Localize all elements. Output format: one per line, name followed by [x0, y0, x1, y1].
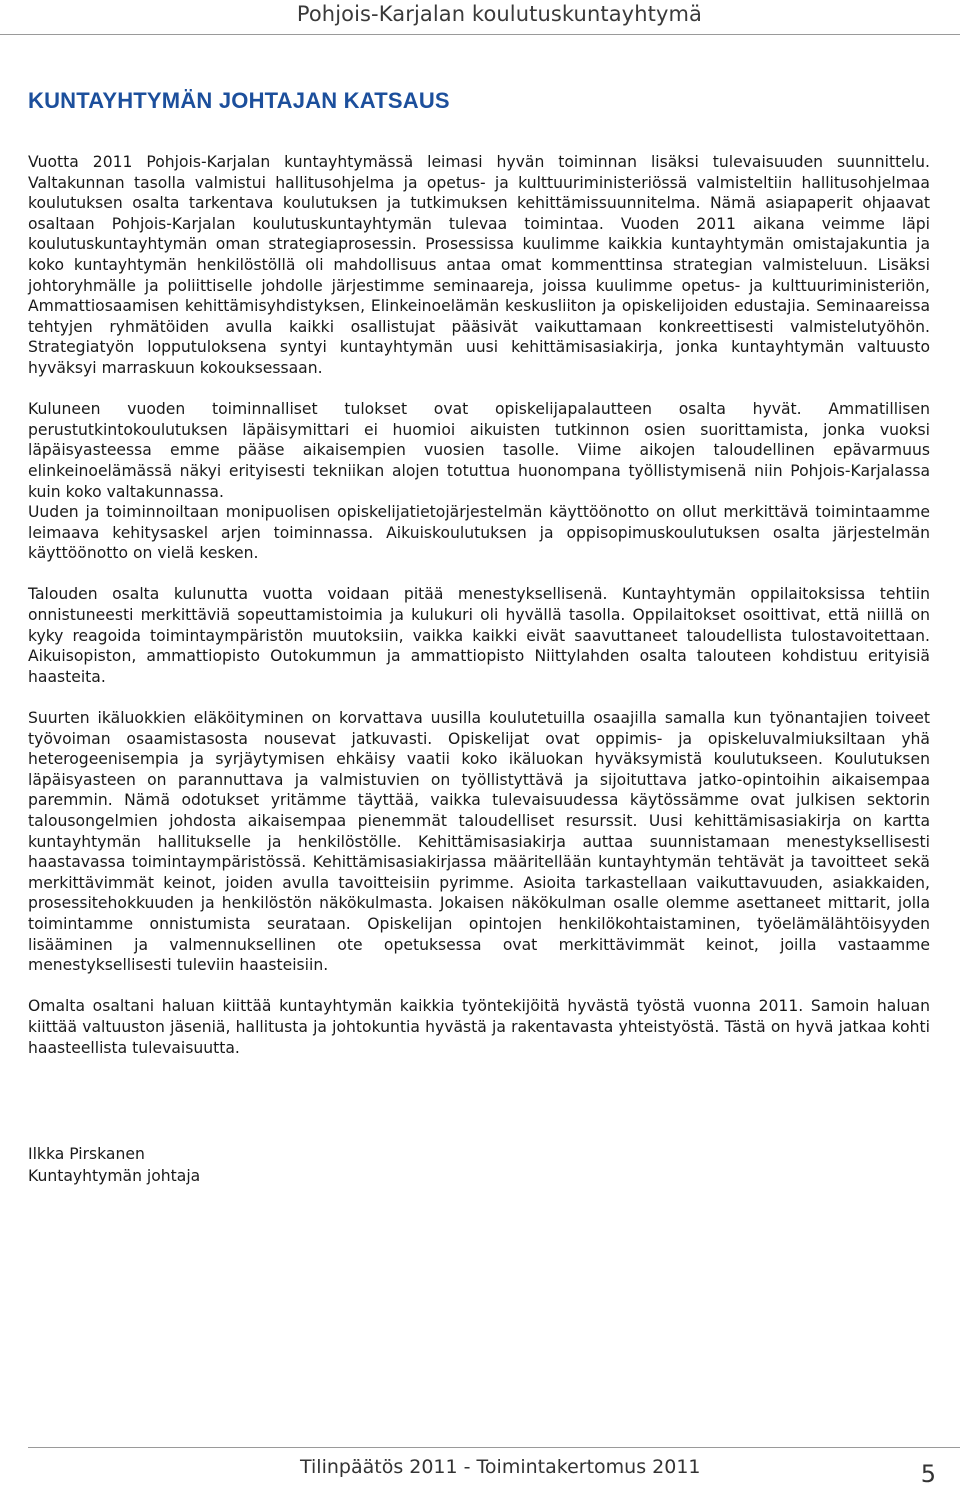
signature-role: Kuntayhtymän johtaja: [28, 1167, 201, 1185]
paragraph-4: Talouden osalta kulunutta vuotta voidaan pitää menestyksellisenä. Kuntayhtymän oppilaitoksissa tehtiin onnistuneesti merkittäviä sopeuttamistoimia ja kulukuri oli hyvällä tasolla. Oppilaitokset osoittivat, että niillä on kyky reagoida toimintaympäristön muutoksiin, vaikka kaikki eivät saavuttaneet taloudellista tulostavoitettaan. Aikuisopiston, ammattiopisto Outokummun ja ammattiopisto Niittylahden osalta talouteen kohdistuu erityisiä haasteita.: [28, 585, 930, 686]
page-title: KUNTAYHTYMÄN JOHTAJAN KATSAUS: [28, 88, 450, 113]
paragraph-3: Uuden ja toiminnoiltaan monipuolisen opiskelijatietojärjestelmän käyttöönotto on ollut merkittävä toimintaamme leimaava kehitysaskel arjen toiminnassa. Aikuiskoulutuksen ja oppisopimuskoulutuksen osalta järjestelmän käyttöönotto on vielä kesken.: [28, 503, 930, 563]
header-divider: [0, 34, 960, 35]
page-header: [0, 0, 960, 34]
signature-block: [28, 1143, 200, 1187]
page-number: 5: [920, 1460, 936, 1488]
footer-title: Tilinpäätös 2011 - Toimintakertomus 2011: [300, 1456, 701, 1478]
paragraph-6: Omalta osaltani haluan kiittää kuntayhtymän kaikkia työntekijöitä hyvästä työstä vuonna 2011. Samoin haluan kiittää valtuuston jäseniä, hallitusta ja johtokuntia hyvästä ja rakentavasta yhteistyöstä. Tästä on hyvä jatkaa kohti haasteellista tulevaisuutta.: [28, 997, 930, 1057]
paragraph-5: Suurten ikäluokkien eläköityminen on korvattava uusilla koulutetuilla osaajilla samalla kun työnantajien toiveet työvoiman osaamistasosta nousevat jatkuvasti. Opiskelijat ovat oppimis- ja opiskeluvalmiuksiltaan yhä heterogeenisempia ja syrjäytymisen ehkäisy vaatii koko ikäluokan hyväksymistä koulutukseen. Koulutuksen läpäisyasteen on parannuttava ja valmistuvien on työllistyttävä ja sijoituttava jatko-opintoihin aikaisempaa paremmin. Nämä odotukset yritämme täyttää, vaikka tulevaisuudessa käytössämme ovat julkisen sektorin talousongelmien johdosta aikaisempaa pienemmät taloudelliset resurssit. Uusi kehittämisasiakirja on kartta kuntayhtymän hallitukselle ja henkilöstölle. Kehittämisasiakirja auttaa suunnistamaan menestyksellisesti haastavassa toimintaympäristössä. Kehittämisasiakirjassa määritellään kuntayhtymän tehtävät ja tavoitteet sekä merkittävimmät keinot, joiden avulla tavoitteisiin pyrimme. Asioita tarkastellaan vaikuttavuuden, asiakkaiden, prosessitehokkuuden ja henkilöstön näkökulmasta. Jokaisen näkökulman osalle olemme asettaneet mittarit, jolla toimintamme onnistumista seurataan. Opiskelijan opintojen henkilökohtaistaminen, työelämälähtöisyyden lisääminen ja valmennuksellinen ote opetuksessa ovat merkittävimmät keinot, joilla vastaamme menestyksellisesti tuleviin haasteisiin.: [28, 709, 930, 975]
signature-name: Ilkka Pirskanen: [28, 1145, 145, 1163]
footer-divider: [28, 1447, 960, 1448]
paragraph-2: Kuluneen vuoden toiminnalliset tulokset ovat opiskelijapalautteen osalta hyvät. Ammatillisen perustutkintokoulutuksen läpäisymittari ei huomioi aikuisten tutkinnon osien suorittamista, jonka vuoksi läpäisyasteessa emme pääse aikaisempien vuosien tasolle. Viime aikojen taloudellinen epävarmuus elinkeinoelämässä näkyi erityisesti tekniikan alojen totuttua huonompana työllistymisenä niin Pohjois-Karjalassa kuin koko valtakunnassa.: [28, 400, 930, 501]
organization-name: Pohjois-Karjalan koulutuskuntayhtymä: [296, 2, 702, 26]
article-body: [28, 152, 930, 1079]
paragraph-1: Vuotta 2011 Pohjois-Karjalan kuntayhtymässä leimasi hyvän toiminnan lisäksi tulevaisuuden suunnittelu. Valtakunnan tasolla valmistui hallitusohjelma ja opetus- ja kulttuuriministeriössä valmisteltiin hallitusohjelmaa koulutuksen osalta tarkentava koulutuksen ja tutkimuksen kehittämissuunnitelma. Nämä asiapaperit ohjaavat osaltaan Pohjois-Karjalan koulutuskuntayhtymän tulevaa toimintaa. Vuoden 2011 aikana veimme läpi koulutuskuntayhtymän oman strategiaprosessin. Prosessissa kuulimme kaikkia kuntayhtymän omistajakuntia ja koko kuntayhtymän henkilöstöllä oli mahdollisuus antaa omat kommenttinsa strategian valmisteluun. Lisäksi johtoryhmälle ja poliittiselle johdolle järjestimme seminaareja, joissa kuulimme opetus- ja kulttuuriministeriön, Ammattiosaamisen kehittämisyhdistyksen, Elinkeinoelämän keskusliiton ja opiskelijoiden edustajia. Seminaareissa tehtyjen ryhmätöiden avulla kaikki osallistujat pääsivät vaikuttamaan konkreettisesti valmistelutyöhön. Strategiatyön lopputuloksena syntyi kuntayhtymän uusi kehittämisasiakirja, jonka kuntayhtymän valtuusto hyväksyi marraskuun kokouksessaan.: [28, 153, 930, 377]
